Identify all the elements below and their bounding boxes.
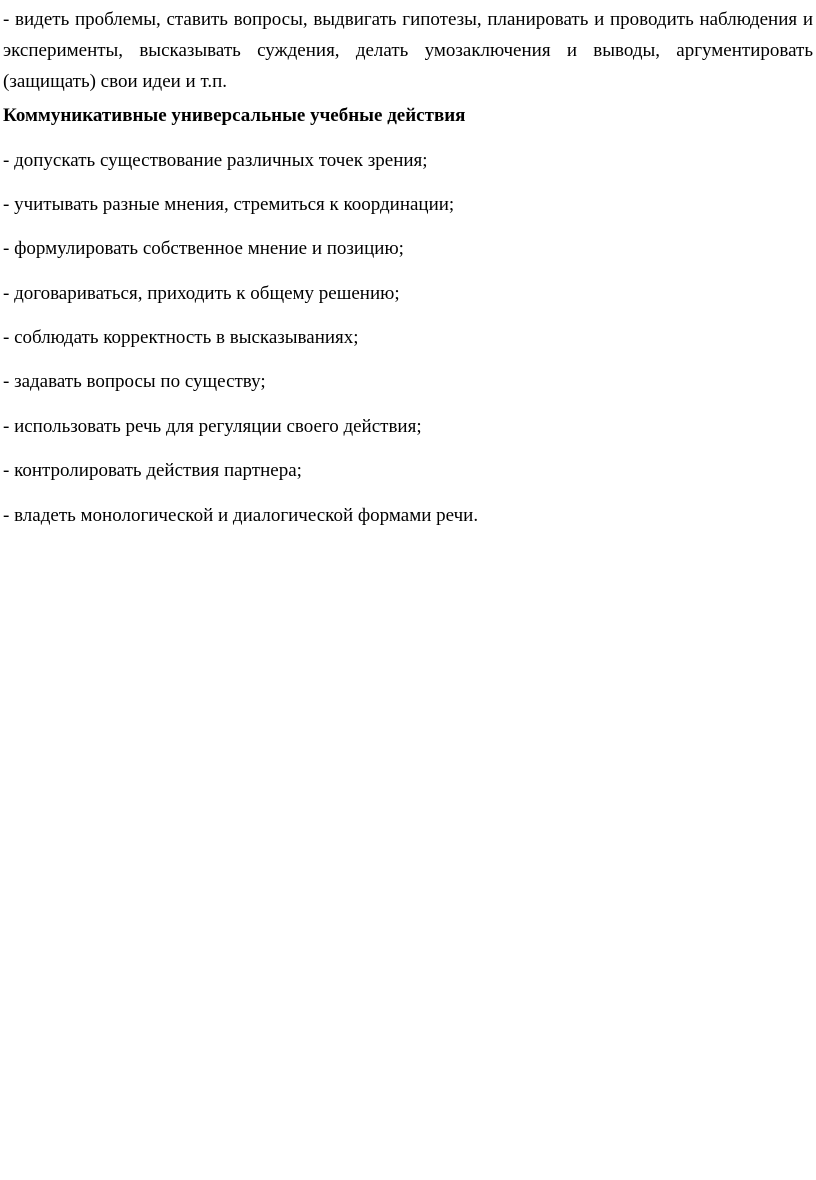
list-item: - договариваться, приходить к общему решению; [3, 283, 400, 304]
list-item: - учитывать разные мнения, стремиться к координации; [3, 194, 455, 215]
list-item: - допускать существование различных точек зрения; [3, 150, 428, 171]
intro-paragraph: - видеть проблемы, ставить вопросы, выдвигать гипотезы, планировать и проводить наблюдения и эксперименты, высказывать суждения, делать умозаключения и выводы, аргументировать (защищать) свои идеи и т.п. [3, 9, 813, 92]
list-item: - владеть монологической и диалогической формами речи. [3, 505, 479, 526]
list-item: - задавать вопросы по существу; [3, 371, 266, 392]
list-item: - контролировать действия партнера; [3, 460, 302, 481]
list-item: - формулировать собственное мнение и позицию; [3, 238, 404, 259]
section-heading: Коммуникативные универсальные учебные действия [3, 105, 466, 126]
list-item: - использовать речь для регуляции своего действия; [3, 416, 422, 437]
list-item: - соблюдать корректность в высказываниях; [3, 327, 359, 348]
